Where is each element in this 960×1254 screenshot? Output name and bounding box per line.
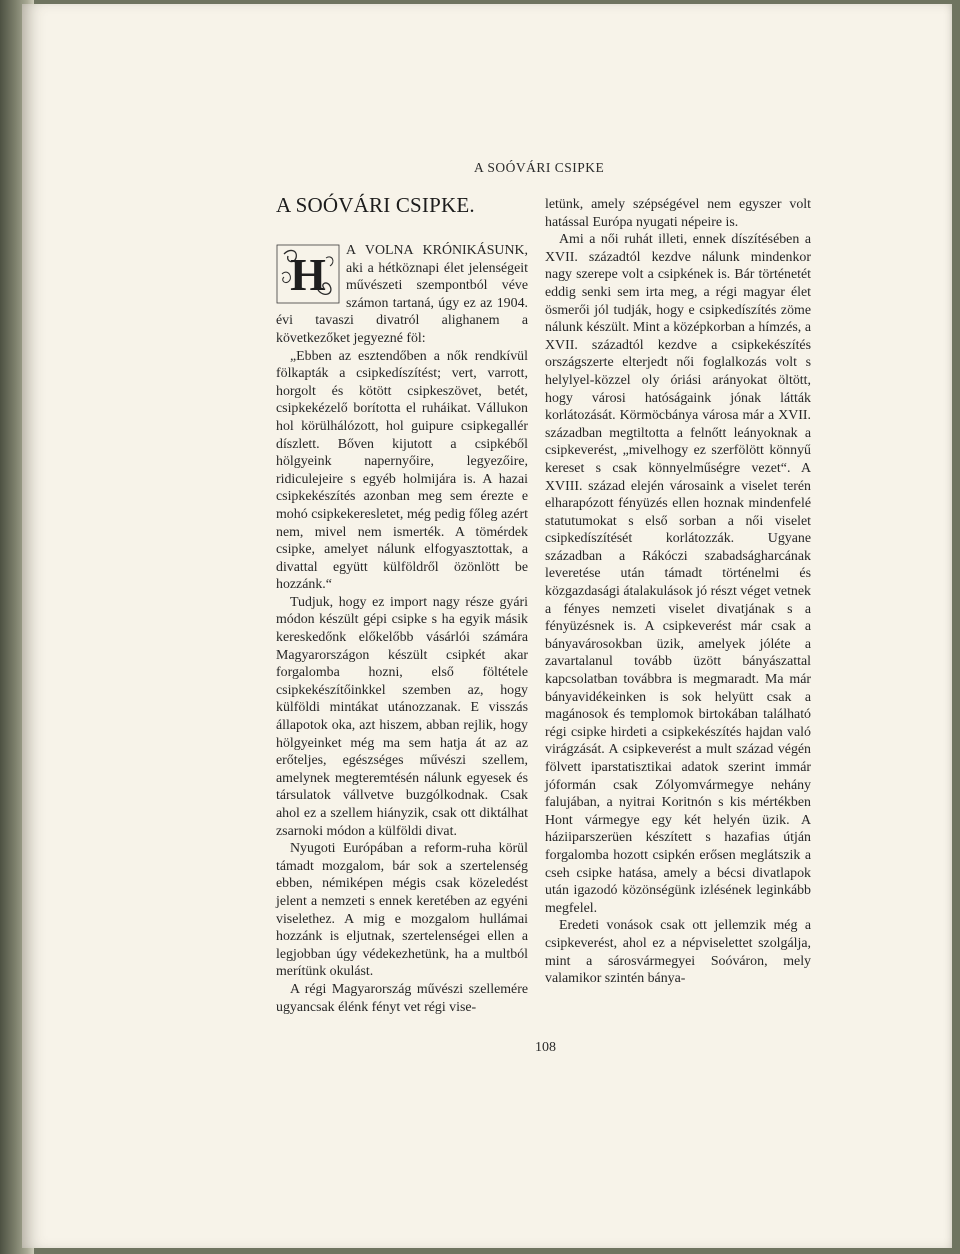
article-title: A SOÓVÁRI CSIPKE. [276,193,475,217]
left-paragraph-2: Tudjuk, hogy ez import nagy része gyári módon készült gépi csipke s ha egyik másik kereskedőnk előkelőbb vásárlói számára Magyarországon készült csipkét akar forgalomba hozni, első föltétele csipkekészítőinkkel szemben az, hogy külföldi mintákat utánozzanak. E visszás állapotok oka, azt hiszem, abban rejlik, hogy hölgyeinket még ma sem hatja át az az erőteljes, egészséges művészi szellem, amelynek megteremtésén nálunk egyesek és társulatok vállvetve buzgólkodnak. Csak ahol ez a szellem hiányzik, csak ott diktálhat zsarnoki módon a külföldi divat. [276,594,528,839]
running-head: A SOÓVÁRI CSIPKE [474,160,605,175]
opening-text: A VOLNA KRÓNIKÁSUNK, aki a hétköznapi élet jelenségeit művészeti szempontból véve számon tartaná, úgy ez az 1904. évi tavaszi divatról alighanem a következőket jegyezné föl: [276,243,528,346]
left-paragraph-1: „Ebben az esztendőben a nők rendkívül fölkapták a csipkedíszítést; vert, varrott, horgolt és kötött csipkeszövet, betét, csipkekézelő borította el ruháikat. Vállukon hol körülhálózott, hol guipure csipkegallér díszlett. Bőven kijutott a csipkéből hölgyeink napernyőire, legyezőire, ridiculejeire s egyéb holmijára is. A hazai csipkekészítés azonban meg sem érezte e mohó csipkekeresletet, még pedig főleg azért nem, mivel nem ismerték. A tömérdek csipke, amelyet nálunk elfogyasztottak, a divattal együtt külföldről özönlött be hozzánk.“ [276,348,528,593]
decorative-initial-icon [276,244,340,304]
left-paragraph-3: Nyugoti Európában a reform-ruha körül támadt mozgalom, bár sok a szertelenség ebben, némiképen mégis csak közeledést jelent a nemzeti s ennek keretében az egyéni viselethez. A mig e mozgalom hullámai hozzánk is eljutnak, szertelenségei ellen a legjobban úgy védekezhetünk, ha a multból merítünk okulást. [276,841,528,980]
right-paragraph-3: Eredeti vonások csak ott jellemzik még a csipkeverést, ahol ez a népviselettet szolgálja, mint a sárosvármegyei Soóváron, mely valamikor szintén bánya- [545,918,811,987]
left-paragraph-4: A régi Magyarország művészi szellemére ugyancsak élénk fényt vet régi vise- [276,981,528,1015]
page-number: 108 [535,1040,556,1055]
drop-cap-letter: H [290,249,326,300]
right-paragraph-1: letünk, amely szépségével nem egyszer volt hatással Európa nyugati népeire is. [545,197,811,230]
opening-paragraph [276,242,528,348]
left-column [276,242,528,1016]
right-column [545,196,811,988]
right-paragraph-2: Ami a női ruhát illeti, ennek díszítésében a XVII. századtól kezdve nálunk mindenkor nagy szerepe volt a csipkének is. Bár történetét eddig senki sem irta meg, a régi magyar élet ösmerői jól tudják, hogy e csipkedíszítés zöme nálunk készült. Mint a középkorban a hímzés, a XVII. századtól kezdve a csipkekészítés országszerte elterjedt női foglalkozás volt s helylyel-közzel oly óriási arányokat öltött, hogy városi hatóságaink jónak látták korlátozását. Körmöcbánya városa már a XVII. században megtiltotta a felnőtt leányoknak a csipkeverést, „mivelhogy ez szerfölött könnyű kereset s csak könnyelműségre vezet“. A XVIII. század elején városaink a viselet terén elharapózott fényüzés ellen hoznak mindenfelé statutumokat s első sorban a női viselet csipkedíszítését korlátozzák. Ugyane században a Rákóczi szabadságharcának leveretése után támadt történelmi és közgazdasági átalakulások jó részt véget vetnek a fényes nemzeti viselet divatjának s a fényüzésnek is. A csipkeverést már csak a bányavárosokban üzik, amelyek jóléte a zavartalanul tovább üzött bányászattal kapcsolatban továbbra is megmaradt. Ma már bányavidékeinken is sok helyütt csak a magánosok és templomok birtokában található régi csipke hirdeti a csipkekészítés hajdan való virágzását. A csipkeverést a mult század végén fölvett iparstatisztikai adatok szerint immár jóformán csak Zólyomvármegye nehány falujában, a nyitrai Koritnón s kis mértékben Hont vármegye egy két helyén üzik. A háziiparszerüen készített s hazafias útján forgalomba hozott csipkén erősen meglátszik a cseh csipke hatása, amely a bécsi divatlapok után igazodó közönségünk izlésének leginkább megfelel. [545,232,811,916]
